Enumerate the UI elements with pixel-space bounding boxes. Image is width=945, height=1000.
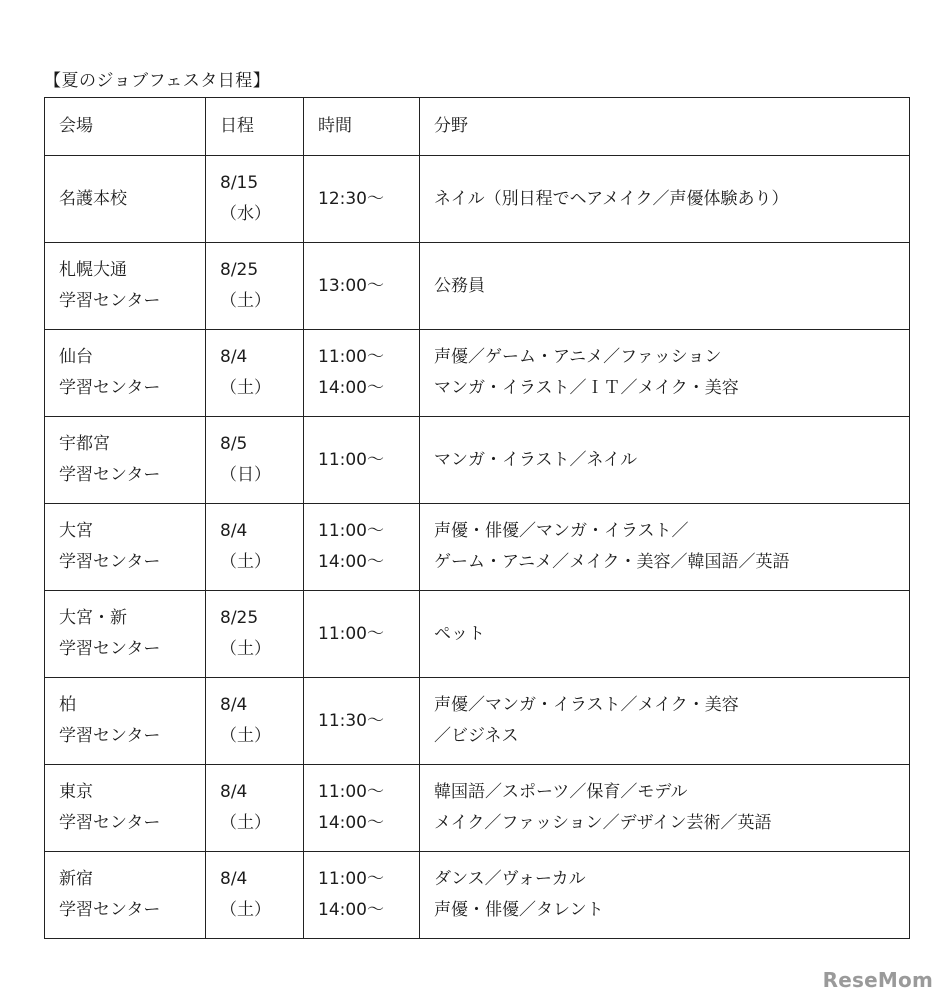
cell-venue-line: 東京 — [59, 782, 93, 802]
cell-date — [206, 765, 304, 852]
cell-time-line: 11:30〜 — [318, 710, 384, 731]
table-row — [45, 417, 910, 504]
table-row — [45, 591, 910, 678]
page-title: 【夏のジョブフェスタ日程】 — [44, 71, 271, 91]
table-row — [45, 330, 910, 417]
cell-time-line: 11:00〜 — [318, 782, 384, 802]
cell-date-line: 8/5 — [220, 434, 248, 454]
cell-time-line: 11:00〜 — [318, 449, 384, 470]
cell-venue — [45, 156, 206, 243]
table-row — [45, 156, 910, 243]
cell-time — [304, 591, 420, 678]
cell-venue — [45, 330, 206, 417]
cell-field — [420, 243, 910, 330]
cell-field — [420, 852, 910, 939]
cell-venue-line: 大宮・新 — [59, 608, 127, 628]
cell-field-line: ペット — [434, 623, 485, 644]
cell-time-line: 14:00〜 — [318, 813, 384, 833]
cell-venue-line: 大宮 — [59, 521, 93, 541]
cell-field — [420, 591, 910, 678]
cell-date-line: 8/25 — [220, 260, 259, 280]
cell-field — [420, 156, 910, 243]
cell-time — [304, 417, 420, 504]
table-row — [45, 765, 910, 852]
cell-venue-line: 新宿 — [59, 869, 93, 889]
cell-venue-line: 学習センター — [59, 378, 161, 398]
header-time: 時間 — [304, 98, 420, 156]
cell-time-line: 11:00〜 — [318, 521, 384, 541]
cell-date-line: （土） — [220, 378, 271, 398]
header-field: 分野 — [420, 98, 910, 156]
header-date: 日程 — [206, 98, 304, 156]
cell-field-line: ダンス／ヴォーカル — [434, 869, 586, 889]
cell-field-line: マンガ・イラスト／ＩＴ／メイク・美容 — [434, 378, 739, 398]
cell-date — [206, 678, 304, 765]
cell-venue-line: 名護本校 — [59, 188, 127, 209]
cell-time — [304, 678, 420, 765]
cell-venue — [45, 765, 206, 852]
cell-time — [304, 156, 420, 243]
cell-date-line: 8/4 — [220, 782, 248, 802]
cell-venue-line: 学習センター — [59, 639, 161, 659]
table-row — [45, 678, 910, 765]
cell-date-line: （土） — [220, 291, 271, 311]
cell-venue — [45, 678, 206, 765]
cell-date-line: （土） — [220, 552, 271, 572]
cell-field-line: 声優／マンガ・イラスト／メイク・美容 — [434, 695, 739, 715]
cell-venue — [45, 591, 206, 678]
cell-venue-line: 学習センター — [59, 813, 161, 833]
table-body — [45, 156, 910, 939]
watermark-logo: ReseMom — [822, 968, 933, 992]
cell-venue-line: 学習センター — [59, 552, 161, 572]
cell-time — [304, 243, 420, 330]
cell-venue — [45, 417, 206, 504]
cell-time-line: 14:00〜 — [318, 552, 384, 572]
cell-date-line: （土） — [220, 639, 271, 659]
cell-time-line: 11:00〜 — [318, 623, 384, 644]
cell-time — [304, 765, 420, 852]
cell-field — [420, 330, 910, 417]
cell-date — [206, 417, 304, 504]
cell-time-line: 12:30〜 — [318, 188, 384, 209]
table-row — [45, 504, 910, 591]
cell-venue-line: 学習センター — [59, 291, 161, 311]
cell-venue — [45, 243, 206, 330]
cell-time — [304, 330, 420, 417]
cell-time — [304, 504, 420, 591]
cell-date-line: （水） — [220, 204, 271, 224]
cell-field-line: 公務員 — [434, 275, 485, 296]
cell-date-line: （日） — [220, 465, 271, 485]
cell-field-line: マンガ・イラスト／ネイル — [434, 449, 638, 470]
cell-time-line: 11:00〜 — [318, 869, 384, 889]
cell-date-line: 8/15 — [220, 173, 259, 193]
cell-field-line: 声優・俳優／マンガ・イラスト／ — [434, 521, 689, 541]
cell-venue-line: 学習センター — [59, 465, 161, 485]
cell-field — [420, 417, 910, 504]
cell-time-line: 14:00〜 — [318, 378, 384, 398]
schedule-table — [44, 97, 910, 939]
cell-date — [206, 330, 304, 417]
cell-date-line: 8/4 — [220, 521, 248, 541]
table-row — [45, 852, 910, 939]
table-row — [45, 243, 910, 330]
cell-field-line: 声優／ゲーム・アニメ／ファッション — [434, 347, 722, 367]
cell-date-line: 8/25 — [220, 608, 259, 628]
header-venue: 会場 — [45, 98, 206, 156]
cell-field — [420, 678, 910, 765]
cell-field — [420, 765, 910, 852]
cell-field-line: ゲーム・アニメ／メイク・美容／韓国語／英語 — [434, 552, 790, 572]
cell-time-line: 14:00〜 — [318, 900, 384, 920]
cell-field-line: メイク／ファッション／デザイン芸術／英語 — [434, 813, 772, 833]
cell-time — [304, 852, 420, 939]
cell-field-line: ／ビジネス — [434, 726, 519, 746]
cell-date — [206, 852, 304, 939]
cell-date-line: 8/4 — [220, 869, 248, 889]
cell-field-line: 声優・俳優／タレント — [434, 900, 604, 920]
cell-date-line: （土） — [220, 726, 271, 746]
cell-time-line: 13:00〜 — [318, 275, 384, 296]
cell-venue-line: 柏 — [59, 695, 76, 715]
cell-date — [206, 591, 304, 678]
cell-date-line: （土） — [220, 813, 271, 833]
cell-date-line: 8/4 — [220, 695, 248, 715]
table-header-row — [45, 98, 910, 156]
cell-field-line: 韓国語／スポーツ／保育／モデル — [434, 782, 688, 802]
cell-date — [206, 243, 304, 330]
cell-field-line: ネイル（別日程でヘアメイク／声優体験あり） — [434, 188, 789, 209]
cell-date — [206, 504, 304, 591]
cell-venue-line: 宇都宮 — [59, 434, 110, 454]
cell-date-line: （土） — [220, 900, 271, 920]
cell-venue — [45, 852, 206, 939]
cell-venue-line: 学習センター — [59, 900, 161, 920]
cell-field — [420, 504, 910, 591]
cell-time-line: 11:00〜 — [318, 347, 384, 367]
cell-date-line: 8/4 — [220, 347, 248, 367]
cell-venue-line: 札幌大通 — [59, 260, 127, 280]
cell-venue-line: 学習センター — [59, 726, 161, 746]
cell-date — [206, 156, 304, 243]
cell-venue-line: 仙台 — [59, 347, 93, 367]
cell-venue — [45, 504, 206, 591]
